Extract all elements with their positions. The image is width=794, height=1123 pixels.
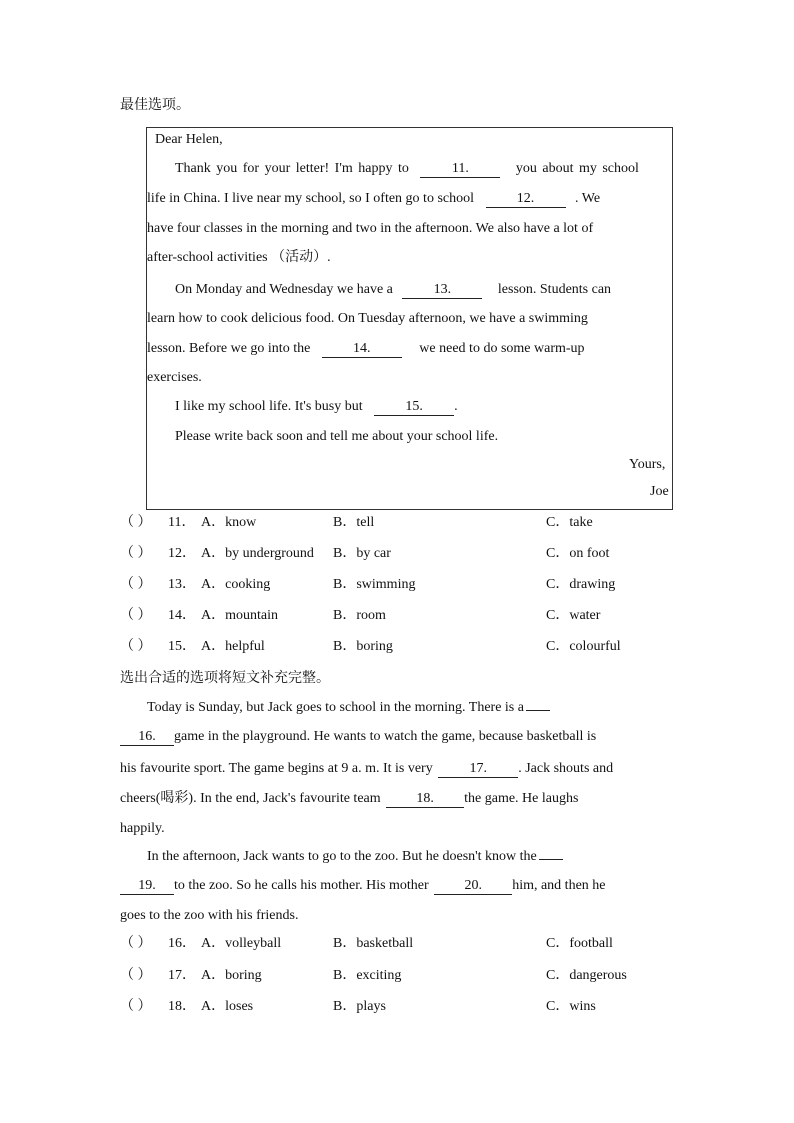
answer-paren[interactable]: （ ） bbox=[120, 968, 152, 983]
blank-14: 14. bbox=[322, 341, 402, 358]
blank-19: 19. bbox=[120, 878, 174, 895]
option-c[interactable]: C．dangerous bbox=[546, 968, 627, 983]
option-b[interactable]: B．basketball bbox=[333, 936, 414, 951]
letter-line-10: Please write back soon and tell me about your school life. bbox=[175, 429, 499, 444]
passage-line-5: happily. bbox=[120, 821, 165, 836]
blank-20: 20. bbox=[434, 878, 512, 895]
letter-line-4: after-school activities （活动）. bbox=[147, 250, 331, 265]
letter-line-2: life in China. I live near my school, so I often go to school 12. . We bbox=[147, 191, 601, 206]
option-a[interactable]: A．cooking bbox=[201, 577, 271, 592]
question-number: 12． bbox=[168, 546, 196, 561]
option-a[interactable]: A．by underground bbox=[201, 546, 314, 561]
option-b[interactable]: B．swimming bbox=[333, 577, 416, 592]
answer-paren[interactable]: （ ） bbox=[120, 546, 152, 561]
blank-18: 18. bbox=[386, 791, 464, 808]
answer-paren[interactable]: （ ） bbox=[120, 999, 152, 1014]
letter-line-5: On Monday and Wednesday we have a 13. lesson. Students can bbox=[175, 282, 612, 297]
answer-paren[interactable]: （ ） bbox=[120, 577, 152, 592]
blank-12: 12. bbox=[486, 191, 566, 208]
option-c[interactable]: C．colourful bbox=[546, 639, 621, 654]
letter-signature: Joe bbox=[650, 484, 669, 499]
blank-17: 17. bbox=[438, 761, 518, 778]
option-c[interactable]: C．on foot bbox=[546, 546, 610, 561]
option-c[interactable]: C．wins bbox=[546, 999, 596, 1014]
option-b[interactable]: B．boring bbox=[333, 639, 393, 654]
answer-paren[interactable]: （ ） bbox=[120, 936, 152, 951]
blank-16: 16. bbox=[120, 729, 174, 746]
blank-13: 13. bbox=[402, 282, 482, 299]
question-number: 14． bbox=[168, 608, 196, 623]
option-b[interactable]: B．room bbox=[333, 608, 386, 623]
answer-paren[interactable]: （ ） bbox=[120, 608, 152, 623]
passage-line-4: cheers(喝彩). In the end, Jack's favourite team 18. the game. He laughs bbox=[120, 791, 579, 806]
letter-line-8: exercises. bbox=[147, 370, 202, 385]
letter-line-1: Thank you for your letter! I'm happy to 11. you about my school bbox=[175, 161, 639, 176]
option-a[interactable]: A．boring bbox=[201, 968, 262, 983]
option-a[interactable]: A．loses bbox=[201, 999, 254, 1014]
option-b[interactable]: B．exciting bbox=[333, 968, 402, 983]
answer-paren[interactable]: （ ） bbox=[120, 639, 152, 654]
question-number: 13． bbox=[168, 577, 196, 592]
question-number: 15． bbox=[168, 639, 196, 654]
passage-line-1: Today is Sunday, but Jack goes to school in the morning. There is a bbox=[147, 699, 550, 717]
passage-line-8: goes to the zoo with his friends. bbox=[120, 908, 299, 923]
letter-greeting: Dear Helen, bbox=[155, 132, 223, 147]
option-b[interactable]: B．tell bbox=[333, 515, 375, 530]
option-b[interactable]: B．plays bbox=[333, 999, 386, 1014]
option-c[interactable]: C．water bbox=[546, 608, 601, 623]
option-c[interactable]: C．take bbox=[546, 515, 593, 530]
option-c[interactable]: C．drawing bbox=[546, 577, 616, 592]
question-number: 16． bbox=[168, 936, 196, 951]
blank-15: 15. bbox=[374, 399, 454, 416]
letter-line-6: learn how to cook delicious food. On Tuesday afternoon, we have a swimming bbox=[147, 311, 588, 326]
section1-instruction: 最佳选项。 bbox=[120, 98, 190, 113]
answer-paren[interactable]: （ ） bbox=[120, 515, 152, 530]
option-a[interactable]: A．mountain bbox=[201, 608, 278, 623]
question-number: 17． bbox=[168, 968, 196, 983]
letter-line-3: have four classes in the morning and two in the afternoon. We also have a lot of bbox=[147, 221, 594, 236]
option-c[interactable]: C．football bbox=[546, 936, 613, 951]
option-b[interactable]: B．by car bbox=[333, 546, 391, 561]
passage-line-2: 16. game in the playground. He wants to watch the game, because basketball is bbox=[120, 728, 596, 746]
question-number: 11． bbox=[168, 515, 196, 530]
question-number: 18． bbox=[168, 999, 196, 1014]
section2-instruction: 选出合适的选项将短文补充完整。 bbox=[120, 671, 330, 686]
passage-line-6: In the afternoon, Jack wants to go to the zoo. But he doesn't know the bbox=[147, 848, 563, 866]
passage-line-7: 19. to the zoo. So he calls his mother. His mother 20. him, and then he bbox=[120, 877, 606, 895]
letter-line-7: lesson. Before we go into the 14. we need to do some warm-up bbox=[147, 341, 585, 356]
option-a[interactable]: A．know bbox=[201, 515, 257, 530]
blank-11: 11. bbox=[420, 161, 500, 178]
option-a[interactable]: A．helpful bbox=[201, 639, 265, 654]
letter-line-9: I like my school life. It's busy but 15. . bbox=[175, 399, 458, 414]
letter-closing: Yours, bbox=[629, 457, 666, 472]
option-a[interactable]: A．volleyball bbox=[201, 936, 282, 951]
passage-line-3: his favourite sport. The game begins at 9 a. m. It is very 17. . Jack shouts and bbox=[120, 761, 614, 776]
